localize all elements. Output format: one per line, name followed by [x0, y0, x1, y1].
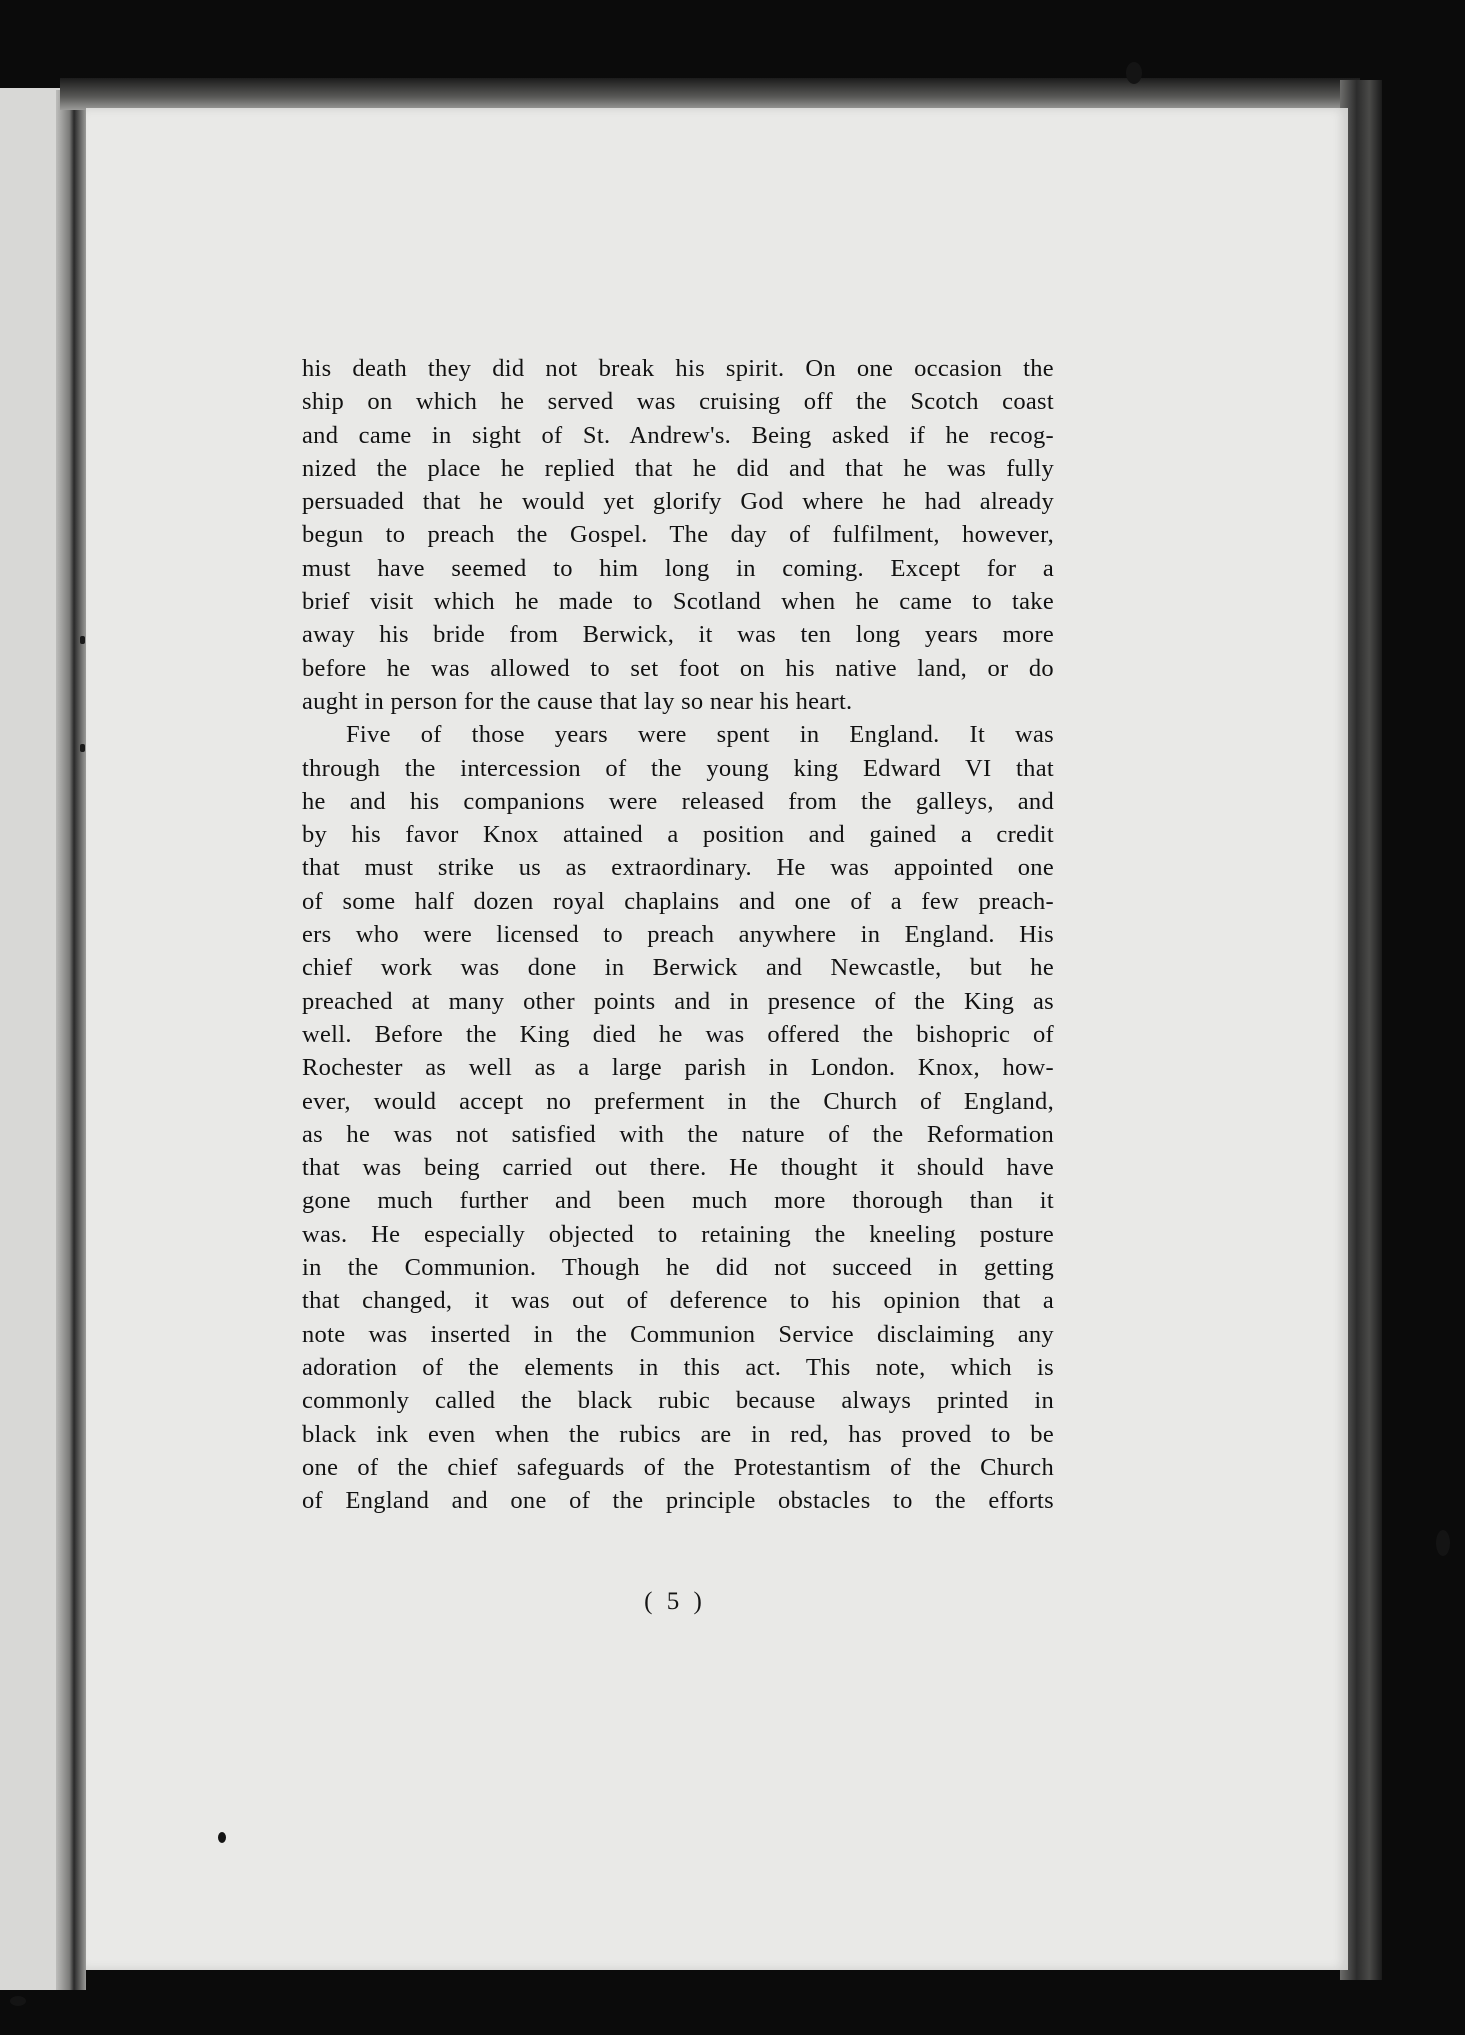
text-line: before he was allowed to set foot on his native land, or do [302, 654, 1054, 682]
text-line: of England and one of the principle obstacles to the efforts [302, 1487, 1054, 1515]
margin-mark [80, 744, 85, 752]
text-line: begun to preach the Gospel. The day of fulfilment, however, [302, 521, 1054, 549]
body-text [302, 352, 1054, 1517]
text-line: must have seemed to him long in coming. Except for a [302, 554, 1054, 582]
margin-speck [218, 1832, 226, 1843]
margin-speck [1436, 1530, 1450, 1556]
text-line: and came in sight of St. Andrew's. Being asked if he recog- [302, 421, 1054, 449]
text-line: commonly called the black rubic because always printed in [302, 1387, 1054, 1415]
text-line: was. He especially objected to retaining the kneeling posture [302, 1220, 1054, 1248]
text-line: that was being carried out there. He thought it should have [302, 1154, 1054, 1182]
text-line: ever, would accept no preferment in the Church of England, [302, 1087, 1054, 1115]
text-line: Rochester as well as a large parish in London. Knox, how- [302, 1054, 1054, 1082]
text-line: aught in person for the cause that lay so near his heart. [302, 687, 853, 715]
text-line: through the intercession of the young king Edward VI that [302, 754, 1054, 782]
text-line: adoration of the elements in this act. This note, which is [302, 1353, 1054, 1381]
text-line: Five of those years were spent in England. It was [346, 721, 1054, 749]
text-line: gone much further and been much more thorough than it [302, 1187, 1054, 1215]
book-gutter [56, 90, 86, 1990]
text-line: he and his companions were released from the galleys, and [302, 787, 1054, 815]
text-line: one of the chief safeguards of the Protestantism of the Church [302, 1453, 1054, 1481]
text-line: note was inserted in the Communion Service disclaiming any [302, 1320, 1054, 1348]
text-line: by his favor Knox attained a position and gained a credit [302, 821, 1054, 849]
text-line: brief visit which he made to Scotland when he came to take [302, 588, 1054, 616]
text-line: well. Before the King died he was offered the bishopric of [302, 1020, 1054, 1048]
top-binding-edge [60, 78, 1360, 110]
text-line: as he was not satisfied with the nature of the Reformation [302, 1120, 1054, 1148]
text-line: in the Communion. Though he did not succeed in getting [302, 1254, 1054, 1282]
text-line: ers who were licensed to preach anywhere in England. His [302, 921, 1054, 949]
margin-speck [1126, 62, 1142, 84]
text-line: ship on which he served was cruising off the Scotch coast [302, 388, 1054, 416]
page-number: ( 5 ) [644, 1588, 706, 1615]
text-line: preached at many other points and in presence of the King as [302, 987, 1054, 1015]
text-line: away his bride from Berwick, it was ten long years more [302, 621, 1054, 649]
text-line: of some half dozen royal chaplains and one of a few preach- [302, 887, 1054, 915]
text-line: persuaded that he would yet glorify God where he had already [302, 488, 1054, 516]
text-line: black ink even when the rubics are in red, has proved to be [302, 1420, 1054, 1448]
text-line: nized the place he replied that he did and that he was fully [302, 454, 1054, 482]
text-line: that changed, it was out of deference to his opinion that a [302, 1287, 1054, 1315]
margin-mark [80, 636, 85, 644]
text-line: that must strike us as extraordinary. He was appointed one [302, 854, 1054, 882]
margin-speck [10, 1996, 26, 2006]
text-line: his death they did not break his spirit. On one occasion the [302, 355, 1054, 382]
text-line: chief work was done in Berwick and Newcastle, but he [302, 954, 1054, 982]
